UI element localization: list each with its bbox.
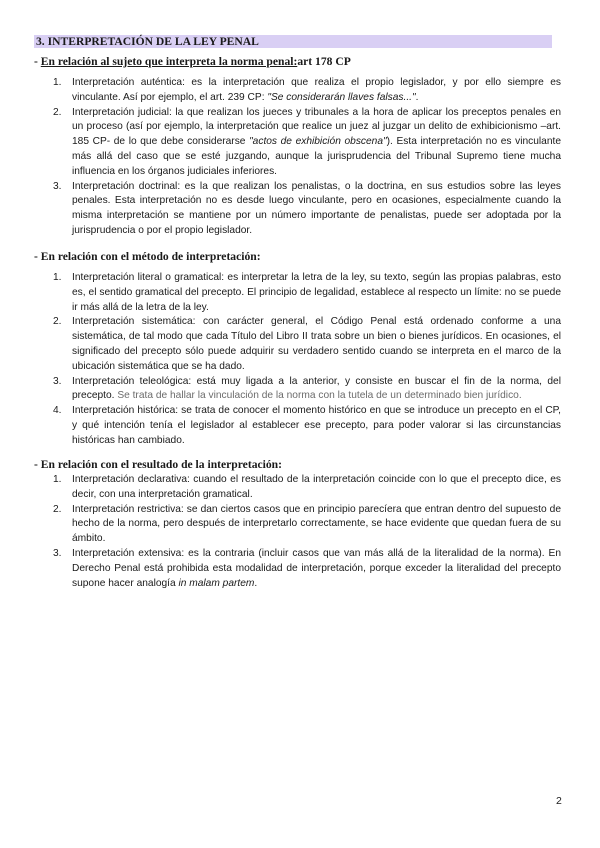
list-item: 2. Interpretación judicial: la que realizan los jueces y tribunales a la hora de aplicar los preceptos penales en un proceso (así por ejemplo, la interpretación que realice un juez al juzgar un delito de exhibicionismo –art. 185 CP- de lo que debe considerarse "actos de exhibición obscena"). Esta interpretación no es vinculante más allá del caso que se esté juzgando, aunque la jurisprudencia del Tribunal Supremo tiene mucha influencia en los órganos judiciales inferiores. bbox=[53, 106, 561, 177]
list-item: 3. Interpretación extensiva: es la contraria (incluir casos que van más allá de la literalidad de la norma). En Derecho Penal está prohibida esta modalidad de interpretación, porque exceder la literalidad del precepto supone hacer analogía in malam partem. bbox=[53, 547, 561, 589]
list-item: 3. Interpretación teleológica: está muy ligada a la anterior, y consiste en buscar el fin de la norma, del precepto. Se trata de hallar la vinculación de la norma con la tutela de un determinado bien jurídico. bbox=[53, 375, 561, 402]
subject-list bbox=[0, 76, 561, 239]
result-heading: - En relación con el resultado de la interpretación: bbox=[34, 458, 282, 471]
result-list bbox=[0, 473, 561, 591]
page-number: 2 bbox=[556, 795, 562, 807]
list-item: 3. Interpretación doctrinal: es la que realizan los penalistas, o la doctrina, en sus estudios sobre las leyes penales. Esta interpretación no es desde luego vinculante, pero en ocasiones, especialmente cuando la misma interpretación se mantiene por un número importante de penalistas, puede ser adoptada por la jurisprudencia o por el propio legislador. bbox=[53, 180, 561, 236]
subject-heading: - En relación al sujeto que interpreta la norma penal:art 178 CP bbox=[34, 55, 351, 68]
method-list bbox=[0, 271, 561, 449]
quote: in malam partem bbox=[178, 577, 255, 589]
section-title: 3. INTERPRETACIÓN DE LA LEY PENAL bbox=[34, 35, 552, 48]
list-item: 4. Interpretación histórica: se trata de conocer el momento histórico en que se introduce un precepto en el CP, y qué intención tenía el legislador al establecer ese precepto, para poder valorar si las circunstancias históricas han cambiado. bbox=[53, 405, 561, 446]
grey-text: Se trata de hallar la vinculación de la norma con la tutela de un determinado bien jurídico. bbox=[117, 390, 522, 402]
list-item: 1. Interpretación declarativa: cuando el resultado de la interpretación coincide con lo que el precepto dice, es decir, con una interpretación gramatical. bbox=[53, 474, 561, 500]
quote: "Se considerarán llaves falsas..." bbox=[267, 91, 416, 103]
method-heading: - En relación con el método de interpretación: bbox=[34, 250, 261, 263]
list-item: 1. Interpretación literal o gramatical: es interpretar la letra de la ley, su texto, según las propias palabras, esto es, el sentido gramatical del precepto. El principio de legalidad, establece al respecto un límite: no se puede ir más allá de la letra de la ley. bbox=[53, 272, 561, 313]
list-item: 1. Interpretación auténtica: es la interpretación que realiza el propio legislador, y por ello siempre es vinculante. Así por ejemplo, el art. 239 CP: "Se considerarán llaves falsas...". bbox=[53, 77, 561, 103]
subject-heading-underlined: En relación al sujeto que interpreta la norma penal: bbox=[40, 55, 298, 68]
list-item: 2. Interpretación sistemática: con carácter general, el Código Penal está ordenado conforme a una sistemática, de tal modo que cada Título del Libro II trata sobre un bien o bienes jurídicos. En ocasiones, el significado del precepto sólo puede adquirir su verdadero sentido cuando se interpreta en el marco de la ubicación sistemática que se ha dado. bbox=[53, 316, 561, 372]
list-item: 2. Interpretación restrictiva: se dan ciertos casos que en principio parecíera que entran dentro del supuesto de hecho de la norma, pero después de interpretarlo correctamente, se hace evidente que quedan fuera de su ámbito. bbox=[53, 503, 561, 545]
subject-heading-suffix: art 178 CP bbox=[297, 55, 351, 68]
quote: "actos de exhibición obscena" bbox=[249, 136, 387, 148]
